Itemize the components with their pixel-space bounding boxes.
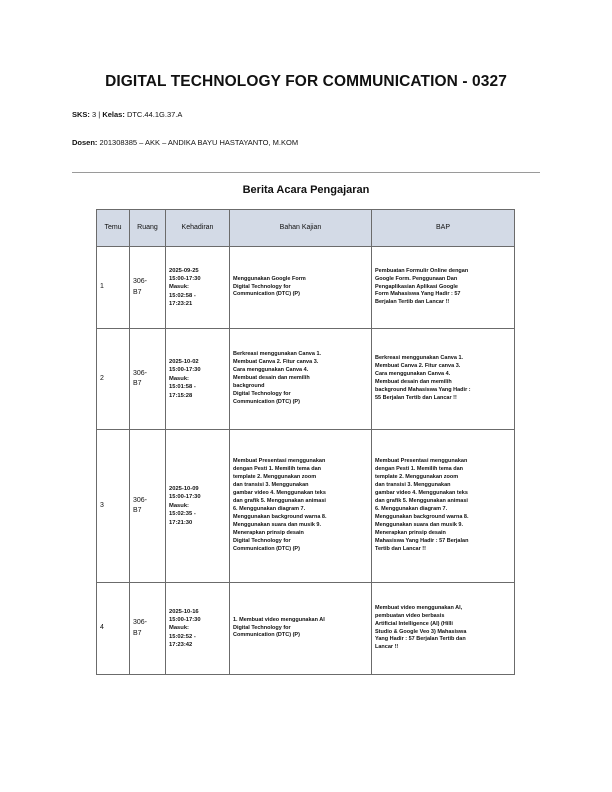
cell-bap: Membuat Presentasi menggunakan dengan Pesti 1. Memilih tema dan template 2. Menggunakan zoom dan transisi 3. Menggunakan gambar video 4. Menggunakan teks dan grafik 5. Menggunakan animasi 6. Menggunakan diagram 7. Menggunakan background warna 8. Menggunakan suara dan musik 9. Menerapkan prinsip desain Mahasiswa Yang Hadir : 57 Berjalan Tertib dan Lancar !! — [372, 430, 515, 583]
cell-kehadiran: 2025-10-02 15:00-17:30 Masuk: 15:01:58 - 17:15:28 — [166, 329, 230, 430]
cell-temu: 2 — [97, 329, 130, 430]
column-header-ruang: Ruang — [130, 210, 166, 247]
column-header-temu: Temu — [97, 210, 130, 247]
meta-separator: | — [98, 110, 101, 119]
column-header-kehadiran: Kehadiran — [166, 210, 230, 247]
course-meta — [72, 110, 182, 119]
cell-kehadiran: 2025-10-16 15:00-17:30 Masuk: 15:02:52 - 17:23:42 — [166, 583, 230, 675]
cell-kehadiran: 2025-10-09 15:00-17:30 Masuk: 15:02:35 - 17:21:30 — [166, 430, 230, 583]
section-title: Berita Acara Pengajaran — [242, 184, 370, 196]
teaching-log-table — [96, 209, 515, 675]
dosen-value: 201308385 – AKK – ANDIKA BAYU HASTAYANTO, M.KOM — [99, 138, 299, 147]
cell-ruang: 306- B7 — [130, 247, 166, 329]
cell-bap: Membuat video menggunakan AI, pembuatan video berbasis Artificial Intelligence (AI) (Hilli Studio & Google Veo 3) Mahasiswa Yang Hadir : 57 Berjalan Tertib dan Lancar !! — [372, 583, 515, 675]
cell-temu: 4 — [97, 583, 130, 675]
cell-kehadiran: 2025-09-25 15:00-17:30 Masuk: 15:02:58 - 17:23:21 — [166, 247, 230, 329]
cell-bahan-kajian: 1. Membuat video menggunakan AI Digital Technology for Communication (DTC) (P) — [230, 583, 372, 675]
table-header-row — [97, 210, 515, 247]
cell-temu: 1 — [97, 247, 130, 329]
cell-ruang: 306- B7 — [130, 430, 166, 583]
sks-label: SKS: — [72, 110, 90, 119]
cell-bahan-kajian: Membuat Presentasi menggunakan dengan Pesti 1. Memilih tema dan template 2. Menggunakan zoom dan transisi 3. Menggunakan gambar video 4. Menggunakan teks dan grafik 5. Menggunakan animasi 6. Menggunakan diagram 7. Menggunakan background warna 8. Menggunakan suara dan musik 9. Menerapkan prinsip desain Digital Technology for Communication (DTC) (P) — [230, 430, 372, 583]
cell-bahan-kajian: Berkreasi menggunakan Canva 1. Membuat Canva 2. Fitur canva 3. Cara menggunakan Canva 4. Membuat desain dan memilih background Digital Technology for Communication (DTC) (P) — [230, 329, 372, 430]
header-divider — [72, 172, 540, 173]
cell-bahan-kajian: Menggunakan Google Form Digital Technology for Communication (DTC) (P) — [230, 247, 372, 329]
table-row — [97, 329, 515, 430]
cell-bap: Berkreasi menggunakan Canva 1. Membuat Canva 2. Fitur canva 3. Cara menggunakan Canva 4. Membuat desain dan memilih background Mahasiswa Yang Hadir : 55 Berjalan Tertib dan Lancar !! — [372, 329, 515, 430]
cell-bap: Pembuatan Formulir Online dengan Google Form. Penggunaan Dan Pengaplikasian Aplikasi Google Form Mahasiswa Yang Hadir : 57 Berjalan Tertib dan Lancar !! — [372, 247, 515, 329]
table-row — [97, 430, 515, 583]
table-row — [97, 247, 515, 329]
cell-temu: 3 — [97, 430, 130, 583]
lecturer-meta — [72, 138, 298, 147]
kelas-label: Kelas: — [102, 110, 125, 119]
sks-value: 3 — [92, 110, 97, 119]
cell-ruang: 306- B7 — [130, 583, 166, 675]
cell-ruang: 306- B7 — [130, 329, 166, 430]
table-row — [97, 583, 515, 675]
kelas-value: DTC.44.1G.37.A — [126, 110, 183, 119]
column-header-bahan-kajian: Bahan Kajian — [230, 210, 372, 247]
document-title: DIGITAL TECHNOLOGY FOR COMMUNICATION - 0327 — [105, 73, 507, 90]
column-header-bap: BAP — [372, 210, 515, 247]
dosen-label: Dosen: — [72, 138, 98, 147]
